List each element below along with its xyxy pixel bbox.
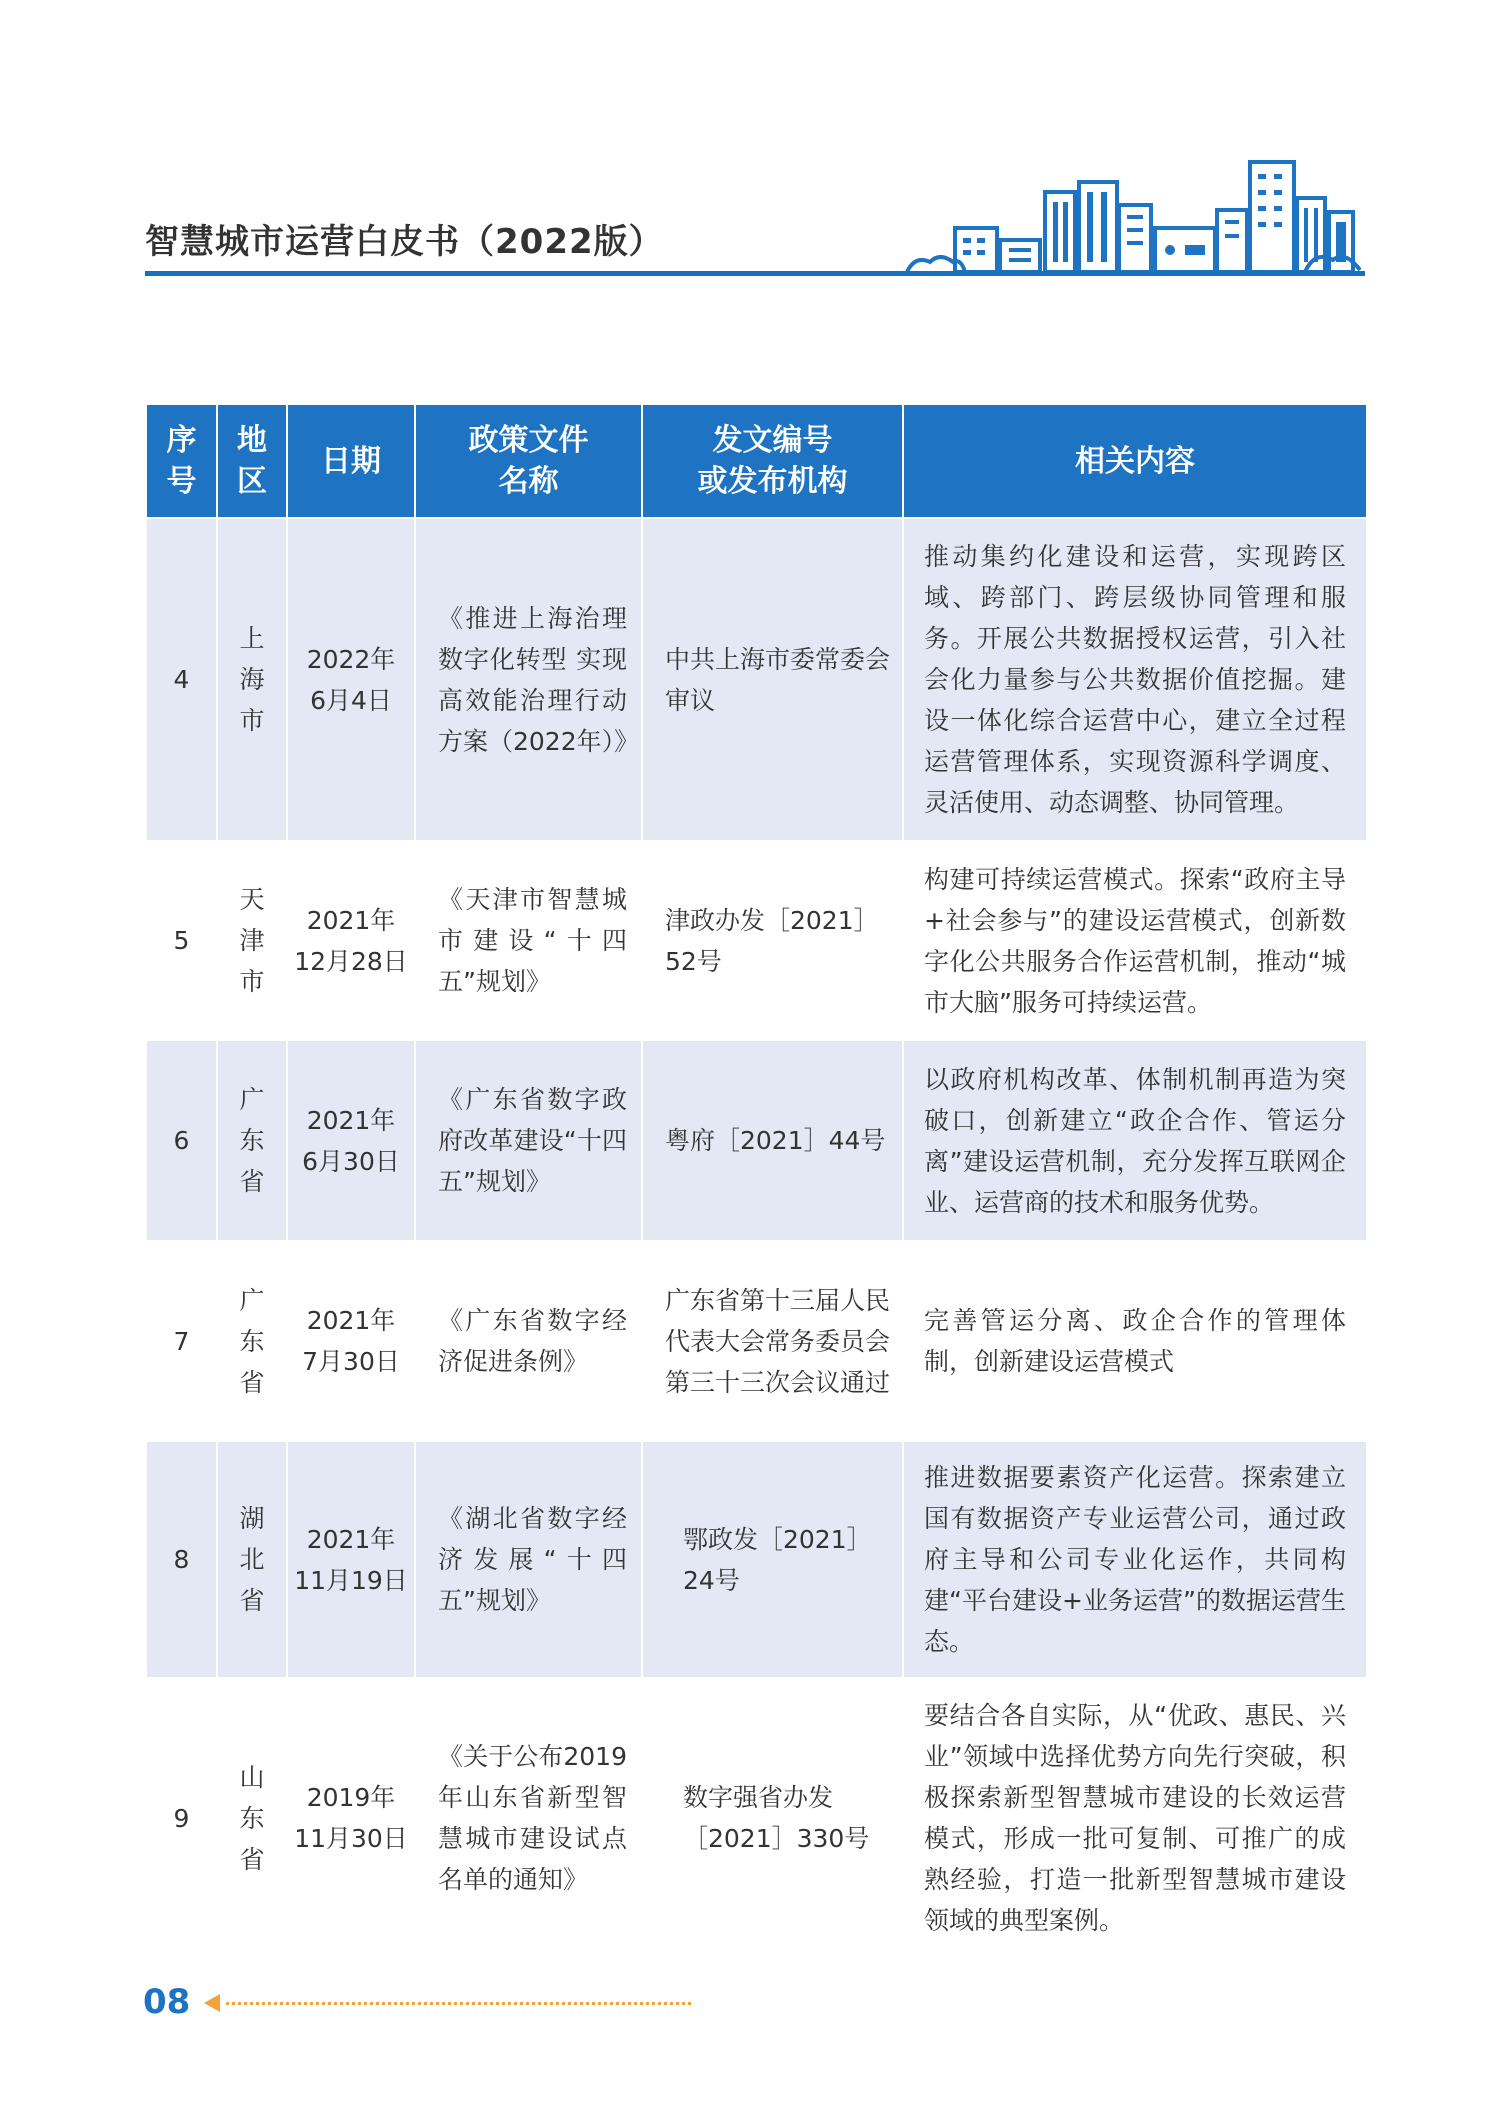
header-rule	[145, 271, 1365, 276]
row-no: 5	[146, 841, 217, 1040]
table-row	[146, 518, 1367, 841]
row-content: 要结合各自实际，从“优政、惠民、兴业”领域中选择优势方向先行突破，积极探索新型智慧城市建设的长效运营模式，形成一批可复制、可推广的成熟经验，打造一批新型智慧城市建设领域的典型案例。	[903, 1678, 1367, 1958]
row-issuer: 鄂政发［2021］24号	[642, 1441, 903, 1678]
row-date: 2021年 6月30日	[287, 1040, 415, 1241]
table-row	[146, 841, 1367, 1040]
table-row	[146, 1441, 1367, 1678]
row-content: 推进数据要素资产化运营。探索建立国有数据资产专业运营公司，通过政府主导和公司专业化运作，共同构建“平台建设+业务运营”的数据运营生态。	[903, 1441, 1367, 1678]
row-policy-name: 《推进上海治理数字化转型 实现高效能治理行动方案（2022年）》	[415, 518, 642, 841]
row-policy-name: 《湖北省数字经济发展“十四五”规划》	[415, 1441, 642, 1678]
row-policy-name: 《广东省数字经济促进条例》	[415, 1241, 642, 1441]
row-region: 广东省	[217, 1040, 287, 1241]
table-row	[146, 1040, 1367, 1241]
table-row	[146, 1241, 1367, 1441]
table-header-row	[146, 404, 1367, 518]
footer-dotted-line	[226, 2002, 691, 2005]
row-no: 7	[146, 1241, 217, 1441]
row-region: 山东省	[217, 1678, 287, 1958]
row-date: 2021年 12月28日	[287, 841, 415, 1040]
row-policy-name: 《关于公布2019年山东省新型智慧城市建设试点名单的通知》	[415, 1678, 642, 1958]
header-issuer: 发文编号 或发布机构	[642, 404, 903, 518]
header-date: 日期	[287, 404, 415, 518]
document-title: 智慧城市运营白皮书（2022版）	[145, 222, 664, 262]
row-region: 广东省	[217, 1241, 287, 1441]
header-content: 相关内容	[903, 404, 1367, 518]
header-region: 地 区	[217, 404, 287, 518]
row-region: 上海市	[217, 518, 287, 841]
row-region: 天津市	[217, 841, 287, 1040]
row-content: 构建可持续运营模式。探索“政府主导+社会参与”的建设运营模式，创新数字化公共服务合作运营机制，推动“城市大脑”服务可持续运营。	[903, 841, 1367, 1040]
row-policy-name: 《广东省数字政府改革建设“十四五”规划》	[415, 1040, 642, 1241]
header-name: 政策文件 名称	[415, 404, 642, 518]
row-date: 2019年 11月30日	[287, 1678, 415, 1958]
row-no: 4	[146, 518, 217, 841]
row-date: 2021年 7月30日	[287, 1241, 415, 1441]
row-content: 以政府机构改革、体制机制再造为突破口，创新建立“政企合作、管运分离”建设运营机制，充分发挥互联网企业、运营商的技术和服务优势。	[903, 1040, 1367, 1241]
page-number: 08	[143, 1982, 191, 2022]
row-policy-name: 《天津市智慧城市建设“十四五”规划》	[415, 841, 642, 1040]
left-arrow-icon	[204, 1994, 220, 2012]
row-no: 8	[146, 1441, 217, 1678]
policy-table	[145, 403, 1368, 1959]
row-issuer: 粤府［2021］44号	[642, 1040, 903, 1241]
row-no: 6	[146, 1040, 217, 1241]
row-no: 9	[146, 1678, 217, 1958]
row-issuer: 津政办发［2021］52号	[642, 841, 903, 1040]
row-date: 2022年 6月4日	[287, 518, 415, 841]
row-content: 完善管运分离、政企合作的管理体制，创新建设运营模式	[903, 1241, 1367, 1441]
row-issuer: 广东省第十三届人民代表大会常务委员会第三十三次会议通过	[642, 1241, 903, 1441]
header-no: 序 号	[146, 404, 217, 518]
row-issuer: 中共上海市委常委会审议	[642, 518, 903, 841]
table-row	[146, 1678, 1367, 1958]
row-content: 推动集约化建设和运营，实现跨区域、跨部门、跨层级协同管理和服务。开展公共数据授权运营，引入社会化力量参与公共数据价值挖掘。建设一体化综合运营中心，建立全过程运营管理体系，实现资源科学调度、灵活使用、动态调整、协同管理。	[903, 518, 1367, 841]
row-region: 湖北省	[217, 1441, 287, 1678]
row-date: 2021年 11月19日	[287, 1441, 415, 1678]
row-issuer: 数字强省办发［2021］330号	[642, 1678, 903, 1958]
city-skyline-icon	[905, 150, 1365, 280]
